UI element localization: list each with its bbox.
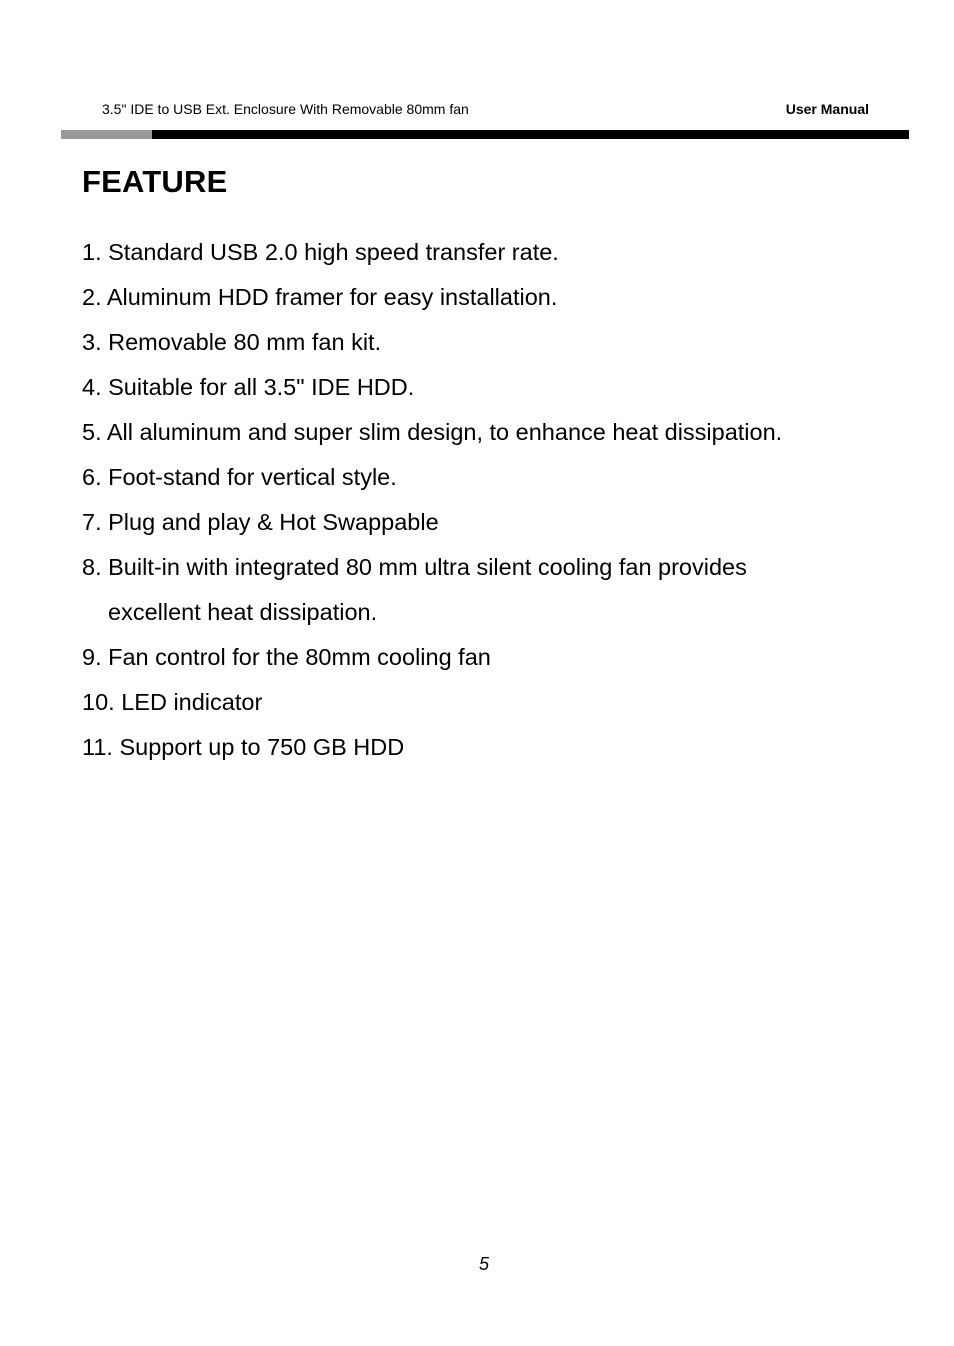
header-user-manual-label: User Manual [785,101,869,117]
section-title: FEATURE [82,164,228,199]
feature-item-text: 3. Removable 80 mm fan kit. [82,329,382,355]
feature-item-text: 11. Support up to 750 GB HDD [82,734,405,760]
feature-item-text: 2. Aluminum HDD framer for easy installation. [82,284,558,310]
feature-item-3 [82,320,882,365]
header-rule-black-segment [152,130,909,139]
feature-item-continuation: excellent heat dissipation. [108,599,378,625]
header-rule-gray-segment [61,130,152,139]
feature-item-8 [82,545,882,635]
feature-item-text: 4. Suitable for all 3.5" IDE HDD. [82,374,415,400]
feature-item-11 [82,725,882,770]
feature-item-5 [82,410,882,455]
feature-item-text: 7. Plug and play & Hot Swappable [82,509,439,535]
feature-item-7 [82,500,882,545]
page-number: 5 [478,1254,489,1274]
feature-item-text: 9. Fan control for the 80mm cooling fan [82,644,491,670]
header-rule [61,130,909,139]
feature-list [82,230,882,770]
feature-item-text: 5. All aluminum and super slim design, to enhance heat dissipation. [82,419,783,445]
feature-item-text: 6. Foot-stand for vertical style. [82,464,397,490]
feature-item-1 [82,230,882,275]
feature-item-10 [82,680,882,725]
feature-item-9 [82,635,882,680]
feature-item-text: 8. Built-in with integrated 80 mm ultra silent cooling fan provides [82,554,747,580]
feature-item-6 [82,455,882,500]
feature-item-text: 10. LED indicator [82,689,263,715]
feature-item-2 [82,275,882,320]
feature-item-text: 1. Standard USB 2.0 high speed transfer rate. [82,239,559,265]
header-document-title: 3.5" IDE to USB Ext. Enclosure With Removable 80mm fan [102,101,469,117]
feature-item-4 [82,365,882,410]
